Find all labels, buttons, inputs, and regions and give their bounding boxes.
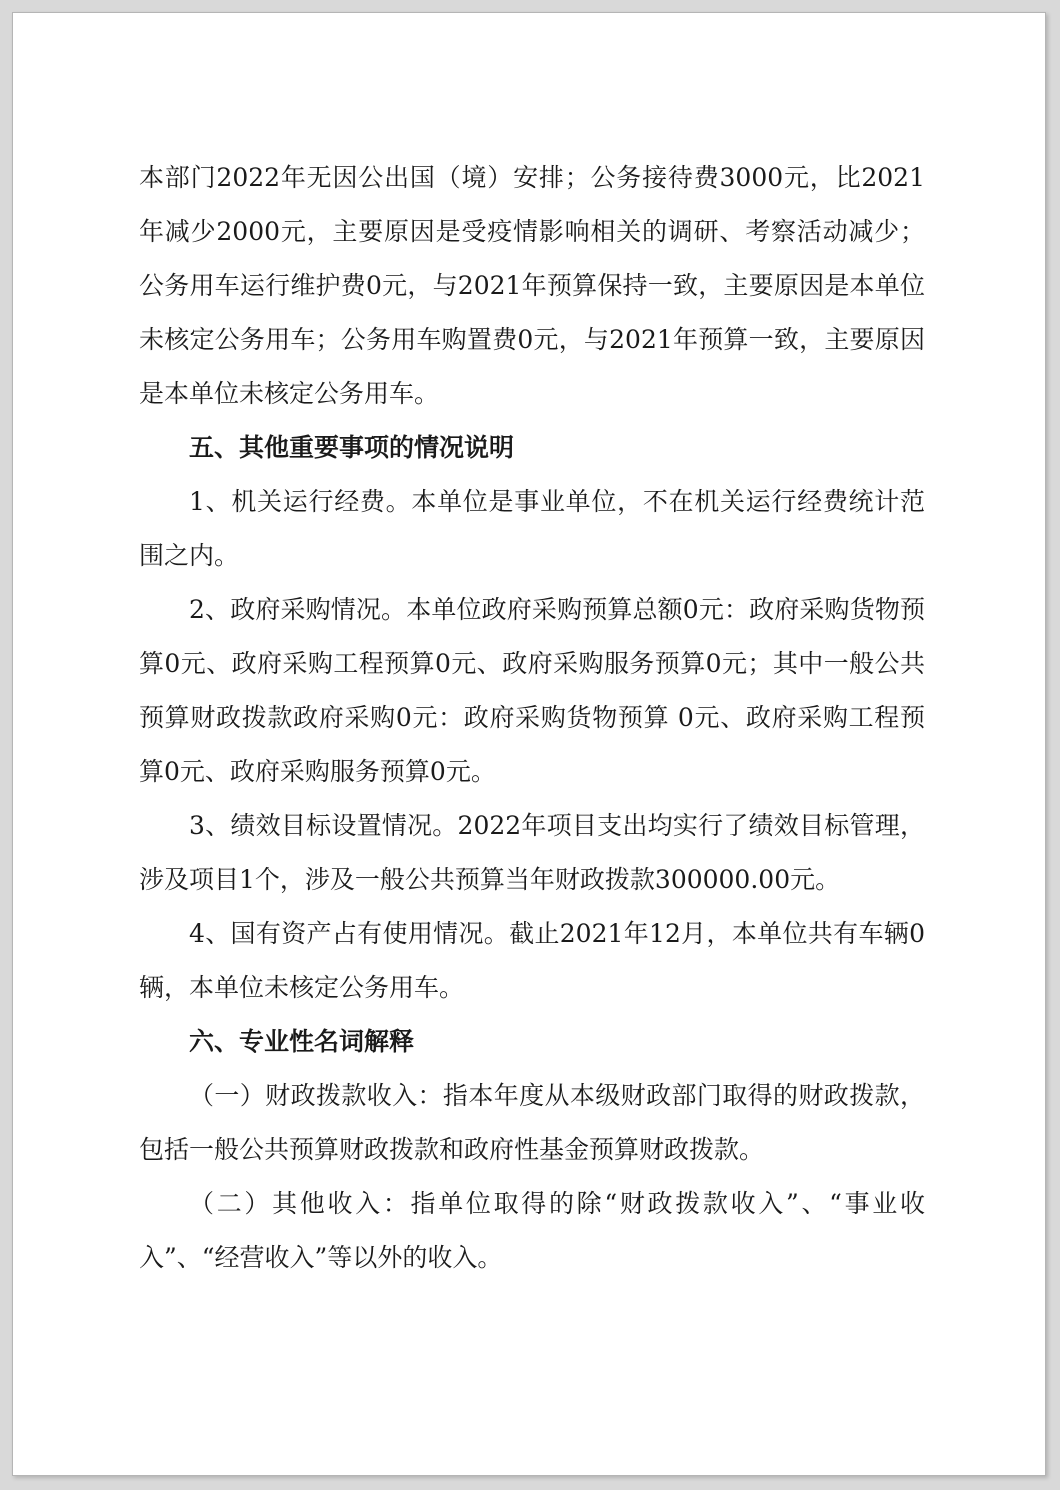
paragraph-public-expenses: 本部门2022年无因公出国（境）安排；公务接待费3000元，比2021年减少2000元，主要原因是受疫情影响相关的调研、考察活动减少；公务用车运行维护费0元，与2021年预算保持一致，主要原因是本单位未核定公务用车；公务用车购置费0元，与2021年预算一致，主要原因是本单位未核定公务用车。 <box>139 163 925 408</box>
document-page <box>12 12 1046 1476</box>
paragraph-state-assets: 4、国有资产占有使用情况。截止2021年12月，本单位共有车辆0辆，本单位未核定公务用车。 <box>139 919 925 1002</box>
paragraph-other-income: （二）其他收入：指单位取得的除“财政拨款收入”、“事业收入”、“经营收入”等以外的收入。 <box>139 1189 925 1272</box>
document-body <box>139 151 925 1285</box>
section-heading-terminology: 六、专业性名词解释 <box>189 1027 415 1056</box>
paragraph-government-procurement: 2、政府采购情况。本单位政府采购预算总额0元：政府采购货物预算0元、政府采购工程预算0元、政府采购服务预算0元；其中一般公共预算财政拨款政府采购0元：政府采购货物预算 0元、政府采购工程预算0元、政府采购服务预算0元。 <box>139 595 925 786</box>
paragraph-operating-expenses: 1、机关运行经费。本单位是事业单位，不在机关运行经费统计范围之内。 <box>139 487 925 570</box>
section-heading-other-matters: 五、其他重要事项的情况说明 <box>189 433 515 462</box>
paragraph-performance-targets: 3、绩效目标设置情况。2022年项目支出均实行了绩效目标管理，涉及项目1个，涉及一般公共预算当年财政拨款300000.00元。 <box>139 811 925 894</box>
paragraph-fiscal-appropriation-income: （一）财政拨款收入：指本年度从本级财政部门取得的财政拨款，包括一般公共预算财政拨款和政府性基金预算财政拨款。 <box>139 1081 925 1164</box>
